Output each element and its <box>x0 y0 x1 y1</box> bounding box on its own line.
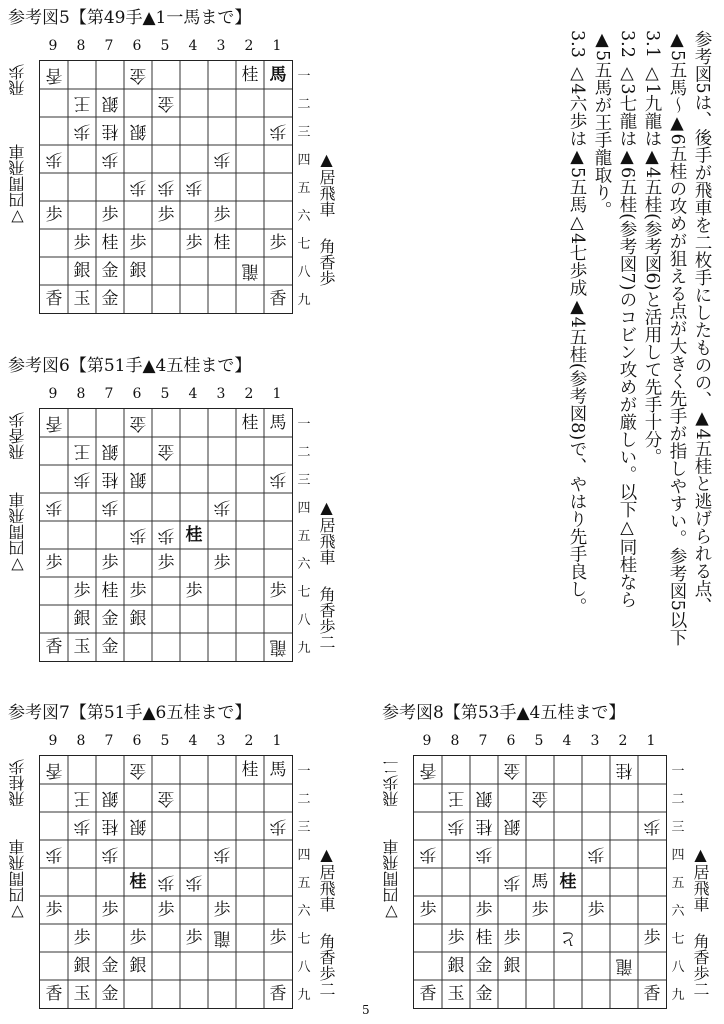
file-label: 6 <box>132 38 142 54</box>
rank-label: 一 <box>297 763 311 779</box>
shogi-piece: 銀 <box>503 955 521 976</box>
rank-label: 六 <box>297 903 311 919</box>
file-label: 2 <box>618 733 628 749</box>
shogi-piece: 香 <box>45 636 63 657</box>
shogi-piece: 歩 <box>503 927 521 948</box>
file-label: 5 <box>534 733 544 749</box>
shogi-piece: 歩 <box>101 204 119 225</box>
file-label: 1 <box>646 733 656 749</box>
shogi-piece: 銀 <box>73 260 91 281</box>
shogi-piece: 王 <box>73 441 91 462</box>
diagram-title: 参考図6【第51手▲4五桂まで】 <box>8 356 252 376</box>
file-label: 8 <box>76 38 86 54</box>
shogi-piece: 歩 <box>129 232 147 253</box>
shogi-piece: 銀 <box>129 469 147 490</box>
shogi-piece: 歩 <box>213 552 231 573</box>
rank-label: 七 <box>297 931 311 947</box>
rank-label: 六 <box>297 208 311 224</box>
file-label: 7 <box>104 733 114 749</box>
shogi-piece: 歩 <box>269 816 287 837</box>
shogi-piece: 銀 <box>73 608 91 629</box>
text-line: 参考図5は、後手が飛車を二枚手にしたものの、▲4五桂と逃げられる点、 <box>692 30 712 615</box>
shogi-piece: 桂 <box>129 871 147 892</box>
shogi-piece: 歩 <box>101 497 119 518</box>
shogi-piece: 歩 <box>269 469 287 490</box>
shogi-piece: 銀 <box>73 955 91 976</box>
shogi-piece: 龍 <box>213 928 231 949</box>
rank-label: 七 <box>671 931 685 947</box>
page-number: 5 <box>362 1003 370 1017</box>
rank-label: 八 <box>671 959 685 975</box>
shogi-piece: 金 <box>101 260 119 281</box>
file-label: 4 <box>562 733 572 749</box>
shogi-piece: 香 <box>45 288 63 309</box>
rank-label: 二 <box>671 791 685 807</box>
rank-labels <box>295 408 313 660</box>
rank-label: 五 <box>671 875 685 891</box>
shogi-piece: 桂 <box>101 580 119 601</box>
shogi-piece: 桂 <box>185 524 203 545</box>
shogi-piece: 歩 <box>419 899 437 920</box>
shogi-piece: 歩 <box>213 899 231 920</box>
shogi-piece: 歩 <box>269 927 287 948</box>
shogi-piece: 馬 <box>269 759 287 780</box>
rank-label: 六 <box>297 556 311 572</box>
file-label: 3 <box>216 386 226 402</box>
shogi-piece: 歩 <box>101 149 119 170</box>
file-label: 8 <box>76 386 86 402</box>
rank-label: 五 <box>297 875 311 891</box>
rank-label: 一 <box>297 68 311 84</box>
sente-player-label: ▲居飛車 <box>317 845 336 912</box>
gote-player-label: ▽四間飛車 <box>8 492 27 575</box>
file-labels <box>39 386 291 402</box>
shogi-piece: 桂 <box>101 816 119 837</box>
file-label: 3 <box>216 38 226 54</box>
rank-labels <box>295 60 313 312</box>
shogi-piece: 金 <box>475 955 493 976</box>
shogi-piece: 桂 <box>475 927 493 948</box>
shogi-piece: 歩 <box>643 927 661 948</box>
file-labels <box>39 733 291 749</box>
file-label: 1 <box>272 733 282 749</box>
file-label: 4 <box>188 733 198 749</box>
shogi-piece: 歩 <box>157 899 175 920</box>
file-label: 5 <box>160 38 170 54</box>
file-label: 3 <box>590 733 600 749</box>
file-label: 6 <box>132 386 142 402</box>
shogi-piece: 歩 <box>129 525 147 546</box>
file-label: 9 <box>48 733 58 749</box>
rank-label: 九 <box>297 987 311 1003</box>
shogi-piece: 歩 <box>643 816 661 837</box>
file-label: 2 <box>244 38 254 54</box>
diagram-title: 参考図5【第49手▲1一馬まで】 <box>8 8 252 28</box>
rank-label: 五 <box>297 528 311 544</box>
rank-label: 一 <box>671 763 685 779</box>
shogi-piece: 歩 <box>157 872 175 893</box>
shogi-piece: 歩 <box>185 872 203 893</box>
file-label: 2 <box>244 386 254 402</box>
file-label: 3 <box>216 733 226 749</box>
rank-label: 二 <box>297 96 311 112</box>
shogi-piece: 歩 <box>475 844 493 865</box>
shogi-piece: 歩 <box>531 899 549 920</box>
sente-hand-pieces: 角香歩二 <box>317 933 336 997</box>
rank-labels <box>295 755 313 1007</box>
shogi-piece: 歩 <box>73 121 91 142</box>
shogi-piece: 銀 <box>129 816 147 837</box>
shogi-piece: 歩 <box>447 816 465 837</box>
rank-label: 三 <box>297 124 311 140</box>
sente-player-label: ▲居飛車 <box>317 498 336 565</box>
shogi-piece: 歩 <box>73 816 91 837</box>
file-label: 6 <box>506 733 516 749</box>
shogi-piece: 銀 <box>475 788 493 809</box>
sente-hand-pieces: 角香歩 <box>317 238 336 286</box>
shogi-piece: 銀 <box>503 816 521 837</box>
shogi-piece: 桂 <box>615 760 633 781</box>
shogi-piece: 桂 <box>101 469 119 490</box>
rank-label: 九 <box>297 640 311 656</box>
shogi-piece: 香 <box>45 65 63 86</box>
shogi-piece: 王 <box>447 788 465 809</box>
shogi-piece: 金 <box>101 983 119 1004</box>
shogi-board <box>39 408 293 662</box>
shogi-piece: 歩 <box>185 927 203 948</box>
shogi-piece: 歩 <box>213 149 231 170</box>
shogi-piece: 歩 <box>213 844 231 865</box>
shogi-piece: 金 <box>129 65 147 86</box>
gote-player-label: ▽四間飛車 <box>8 144 27 227</box>
shogi-piece: 香 <box>419 760 437 781</box>
shogi-piece: 歩 <box>447 927 465 948</box>
text-line: ▲5五馬～▲6五桂の攻めが狙える点が大きく先手が指しやすい。参考図5以下 <box>667 30 687 646</box>
shogi-piece: 香 <box>643 983 661 1004</box>
file-label: 8 <box>76 733 86 749</box>
shogi-piece: 桂 <box>213 232 231 253</box>
shogi-piece: 歩 <box>45 844 63 865</box>
diagram-title: 参考図7【第51手▲6五桂まで】 <box>8 703 252 723</box>
shogi-piece: 金 <box>129 760 147 781</box>
shogi-piece: 歩 <box>157 552 175 573</box>
shogi-piece: 玉 <box>73 288 91 309</box>
shogi-piece: 金 <box>503 760 521 781</box>
shogi-piece: 香 <box>419 983 437 1004</box>
shogi-piece: 歩 <box>101 552 119 573</box>
diagram-title: 参考図8【第53手▲4五桂まで】 <box>382 703 626 723</box>
shogi-piece: 歩 <box>419 844 437 865</box>
text-line: ▲5五馬が王手龍取り。 <box>592 30 612 219</box>
shogi-piece: 馬 <box>269 64 287 85</box>
sente-hand-pieces: 角香歩二 <box>317 586 336 650</box>
shogi-piece: 歩 <box>269 232 287 253</box>
shogi-piece: 歩 <box>503 872 521 893</box>
shogi-piece: 銀 <box>129 608 147 629</box>
shogi-piece: 歩 <box>73 469 91 490</box>
shogi-piece: 金 <box>157 93 175 114</box>
shogi-piece: 銀 <box>129 260 147 281</box>
shogi-piece: 銀 <box>447 955 465 976</box>
shogi-piece: 銀 <box>129 955 147 976</box>
shogi-piece: 香 <box>45 413 63 434</box>
file-label: 9 <box>422 733 432 749</box>
shogi-piece: 歩 <box>157 525 175 546</box>
shogi-piece: 歩 <box>185 580 203 601</box>
shogi-piece: 金 <box>475 983 493 1004</box>
shogi-piece: 銀 <box>101 93 119 114</box>
file-label: 7 <box>104 386 114 402</box>
shogi-piece: 王 <box>73 788 91 809</box>
shogi-piece: 桂 <box>241 412 259 433</box>
shogi-piece: 香 <box>45 760 63 781</box>
shogi-piece: 桂 <box>101 121 119 142</box>
shogi-piece: 歩 <box>45 552 63 573</box>
text-line: 3.1 △1九龍は▲4五桂(参考図6)と活用して先手十分。 <box>642 30 662 466</box>
shogi-piece: 歩 <box>269 580 287 601</box>
shogi-piece: 金 <box>157 441 175 462</box>
gote-hand-pieces: 飛香歩 <box>8 412 27 460</box>
shogi-piece: 歩 <box>73 580 91 601</box>
file-label: 9 <box>48 386 58 402</box>
shogi-piece: 歩 <box>129 927 147 948</box>
gote-hand-pieces: 飛歩二 <box>382 759 401 807</box>
file-label: 6 <box>132 733 142 749</box>
shogi-piece: 金 <box>531 788 549 809</box>
shogi-piece: 桂 <box>559 871 577 892</box>
shogi-piece: 金 <box>101 288 119 309</box>
shogi-piece: 歩 <box>213 497 231 518</box>
shogi-piece: 歩 <box>587 899 605 920</box>
shogi-piece: 歩 <box>157 204 175 225</box>
rank-labels <box>669 755 687 1007</box>
rank-label: 四 <box>671 847 685 863</box>
file-label: 1 <box>272 38 282 54</box>
shogi-piece: 歩 <box>157 177 175 198</box>
commentary-text <box>564 30 714 690</box>
rank-label: 九 <box>671 987 685 1003</box>
shogi-piece: と <box>559 928 577 949</box>
shogi-piece: 香 <box>45 983 63 1004</box>
rank-label: 三 <box>671 819 685 835</box>
file-label: 8 <box>450 733 460 749</box>
rank-label: 四 <box>297 847 311 863</box>
text-line: 3.2 △3七龍は▲6五桂(参考図7)のコビン攻めが厳しい。以下△同桂なら <box>617 30 637 608</box>
rank-label: 七 <box>297 236 311 252</box>
file-label: 5 <box>160 386 170 402</box>
file-label: 4 <box>188 38 198 54</box>
rank-label: 四 <box>297 152 311 168</box>
shogi-piece: 歩 <box>185 232 203 253</box>
shogi-piece: 歩 <box>587 844 605 865</box>
shogi-piece: 金 <box>101 608 119 629</box>
gote-hand-pieces: 飛桂歩 <box>8 759 27 807</box>
shogi-board <box>39 60 293 314</box>
shogi-piece: 歩 <box>475 899 493 920</box>
gote-player-label: ▽四間飛車 <box>8 839 27 922</box>
shogi-piece: 馬 <box>269 412 287 433</box>
shogi-piece: 龍 <box>241 261 259 282</box>
shogi-piece: 馬 <box>531 871 549 892</box>
rank-label: 二 <box>297 444 311 460</box>
shogi-piece: 歩 <box>213 204 231 225</box>
shogi-piece: 香 <box>269 288 287 309</box>
shogi-piece: 王 <box>73 93 91 114</box>
shogi-piece: 龍 <box>615 956 633 977</box>
sente-hand-pieces: 角香歩二 <box>691 933 710 997</box>
shogi-piece: 金 <box>101 955 119 976</box>
shogi-piece: 桂 <box>475 816 493 837</box>
shogi-piece: 歩 <box>45 899 63 920</box>
rank-label: 二 <box>297 791 311 807</box>
rank-label: 八 <box>297 959 311 975</box>
shogi-piece: 銀 <box>129 121 147 142</box>
file-label: 2 <box>244 733 254 749</box>
shogi-piece: 歩 <box>185 177 203 198</box>
shogi-piece: 歩 <box>73 927 91 948</box>
gote-player-label: ▽四間飛車 <box>382 839 401 922</box>
file-label: 9 <box>48 38 58 54</box>
shogi-piece: 金 <box>157 788 175 809</box>
shogi-piece: 銀 <box>101 441 119 462</box>
rank-label: 五 <box>297 180 311 196</box>
file-label: 5 <box>160 733 170 749</box>
shogi-piece: 歩 <box>45 204 63 225</box>
shogi-piece: 桂 <box>241 64 259 85</box>
rank-label: 七 <box>297 584 311 600</box>
sente-player-label: ▲居飛車 <box>317 150 336 217</box>
shogi-piece: 金 <box>101 636 119 657</box>
shogi-piece: 銀 <box>101 788 119 809</box>
file-labels <box>39 38 291 54</box>
shogi-board <box>39 755 293 1009</box>
file-labels <box>413 733 665 749</box>
file-label: 4 <box>188 386 198 402</box>
shogi-piece: 歩 <box>101 844 119 865</box>
sente-player-label: ▲居飛車 <box>691 845 710 912</box>
rank-label: 四 <box>297 500 311 516</box>
shogi-piece: 龍 <box>269 637 287 658</box>
rank-label: 三 <box>297 472 311 488</box>
shogi-piece: 玉 <box>73 983 91 1004</box>
shogi-piece: 桂 <box>241 759 259 780</box>
shogi-piece: 歩 <box>45 497 63 518</box>
rank-label: 一 <box>297 416 311 432</box>
shogi-piece: 歩 <box>73 232 91 253</box>
shogi-piece: 歩 <box>101 899 119 920</box>
file-label: 7 <box>478 733 488 749</box>
shogi-piece: 歩 <box>269 121 287 142</box>
rank-label: 八 <box>297 612 311 628</box>
rank-label: 九 <box>297 292 311 308</box>
shogi-piece: 玉 <box>447 983 465 1004</box>
shogi-piece: 香 <box>269 983 287 1004</box>
rank-label: 三 <box>297 819 311 835</box>
file-label: 7 <box>104 38 114 54</box>
shogi-piece: 歩 <box>45 149 63 170</box>
shogi-piece: 玉 <box>73 636 91 657</box>
rank-label: 六 <box>671 903 685 919</box>
file-label: 1 <box>272 386 282 402</box>
shogi-piece: 歩 <box>129 580 147 601</box>
shogi-piece: 金 <box>129 413 147 434</box>
gote-hand-pieces: 飛歩 <box>8 64 27 96</box>
text-line: 3.3 △4六歩は▲5五馬△4七歩成▲4五桂(参考図8)で、やはり先手良し。 <box>567 30 587 616</box>
rank-label: 八 <box>297 264 311 280</box>
shogi-piece: 桂 <box>101 232 119 253</box>
shogi-board <box>413 755 667 1009</box>
shogi-piece: 歩 <box>129 177 147 198</box>
